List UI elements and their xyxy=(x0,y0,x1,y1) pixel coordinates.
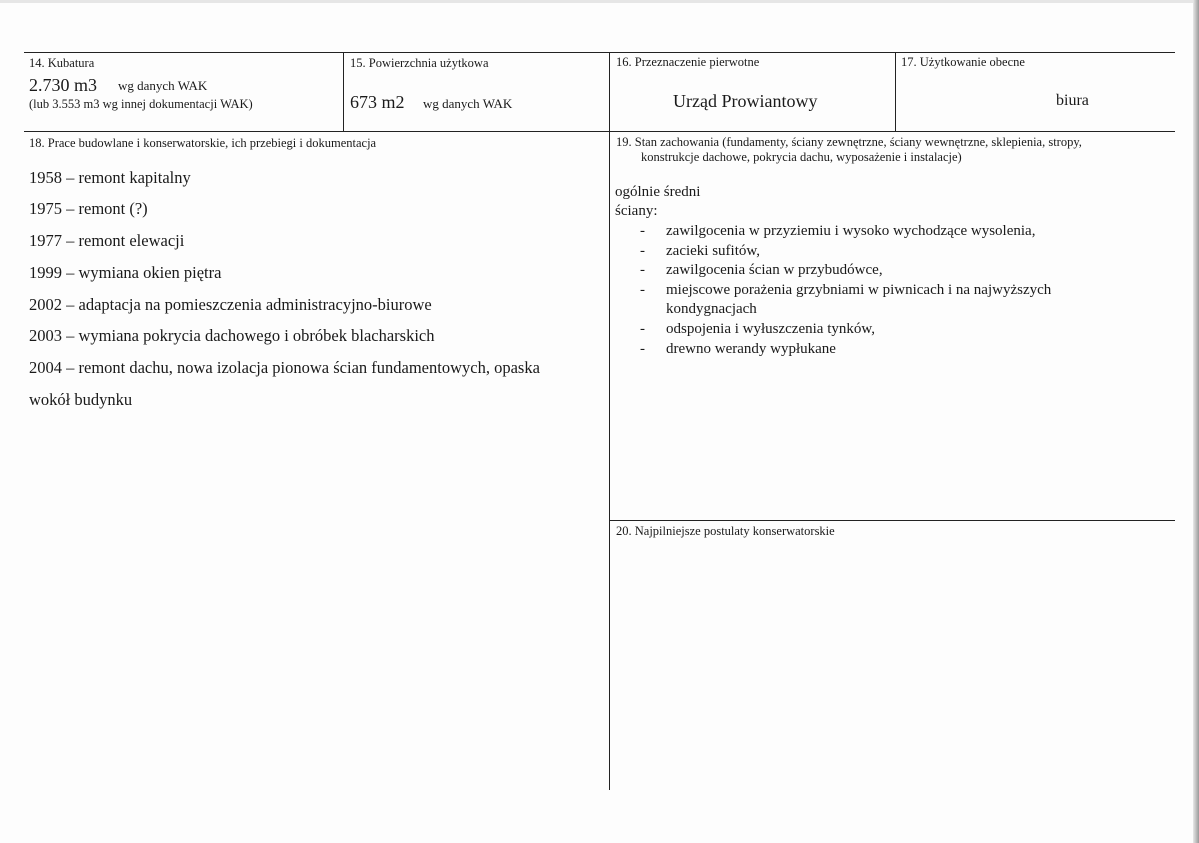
box18-label: 18. Prace budowlane i konserwatorskie, ich przebiegi i dokumentacja xyxy=(29,136,377,150)
bullet-dash: - xyxy=(640,321,645,337)
box14-label: 14. Kubatura xyxy=(29,56,95,70)
bullet-dash: - xyxy=(640,341,645,357)
box14-source: wg danych WAK xyxy=(118,78,208,93)
box18-entry: 2003 – wymiana pokrycia dachowego i obróbek blacharskich xyxy=(29,326,435,345)
box15-value: 673 m2 xyxy=(350,92,405,112)
box18-entry: wokół budynku xyxy=(29,390,133,409)
bullet-dash: - xyxy=(640,282,645,298)
box18-entry: 1999 – wymiana okien piętra xyxy=(29,263,222,282)
col-divider-16-17 xyxy=(895,52,896,131)
col-divider-14-15 xyxy=(343,52,344,131)
box15-label: 15. Powierzchnia użytkowa xyxy=(350,56,489,70)
box16-label: 16. Przeznaczenie pierwotne xyxy=(616,55,760,69)
box18-entry: 1977 – remont elewacji xyxy=(29,231,185,250)
bullet-dash: - xyxy=(640,262,645,278)
box18-entry: 1975 – remont (?) xyxy=(29,199,148,218)
box18-entry: 2002 – adaptacja na pomieszczenia administracyjno-biurowe xyxy=(29,295,432,314)
bullet-dash: - xyxy=(640,243,645,259)
box19-bullet: zacieki sufitów, xyxy=(666,243,760,259)
box19-label: 19. Stan zachowania (fundamenty, ściany zewnętrzne, ściany wewnętrzne, sklepienia, stropy, xyxy=(616,135,1082,149)
box18-entry: 1958 – remont kapitalny xyxy=(29,168,191,187)
box19-bullet-cont: kondygnacjach xyxy=(666,301,757,317)
box19-bullet: zawilgocenia w przyziemiu i wysoko wychodzące wysolenia, xyxy=(666,223,1036,239)
box19-walls-heading: ściany: xyxy=(615,203,658,219)
top-rule xyxy=(24,52,1175,53)
box15-source: wg danych WAK xyxy=(423,96,513,111)
scan-right-edge xyxy=(1193,0,1199,843)
box17-label: 17. Użytkowanie obecne xyxy=(901,55,1025,69)
scan-top-edge xyxy=(0,0,1199,3)
box17-value: biura xyxy=(1056,92,1089,109)
box19-bullet: miejscowe porażenia grzybniami w piwnicach i na najwyższych xyxy=(666,282,1052,298)
box19-general: ogólnie średni xyxy=(615,184,701,200)
box16-value: Urząd Prowiantowy xyxy=(673,91,818,111)
box19-bullet: zawilgocenia ścian w przybudówce, xyxy=(666,262,883,278)
box14-value: 2.730 m3 xyxy=(29,75,98,95)
row-divider xyxy=(24,131,1175,132)
box20-label: 20. Najpilniejsze postulaty konserwatorskie xyxy=(616,524,835,538)
box20-divider xyxy=(609,520,1175,521)
bullet-dash: - xyxy=(640,223,645,239)
box19-bullet: odspojenia i wyłuszczenia tynków, xyxy=(666,321,875,337)
box19-label-cont: konstrukcje dachowe, pokrycia dachu, wyposażenie i instalacje) xyxy=(641,150,962,164)
box19-bullet: drewno werandy wypłukane xyxy=(666,341,836,357)
box18-entry: 2004 – remont dachu, nowa izolacja pionowa ścian fundamentowych, opaska xyxy=(29,358,540,377)
box14-alt: (lub 3.553 m3 wg innej dokumentacji WAK) xyxy=(29,97,253,111)
col-divider-main xyxy=(609,52,610,790)
